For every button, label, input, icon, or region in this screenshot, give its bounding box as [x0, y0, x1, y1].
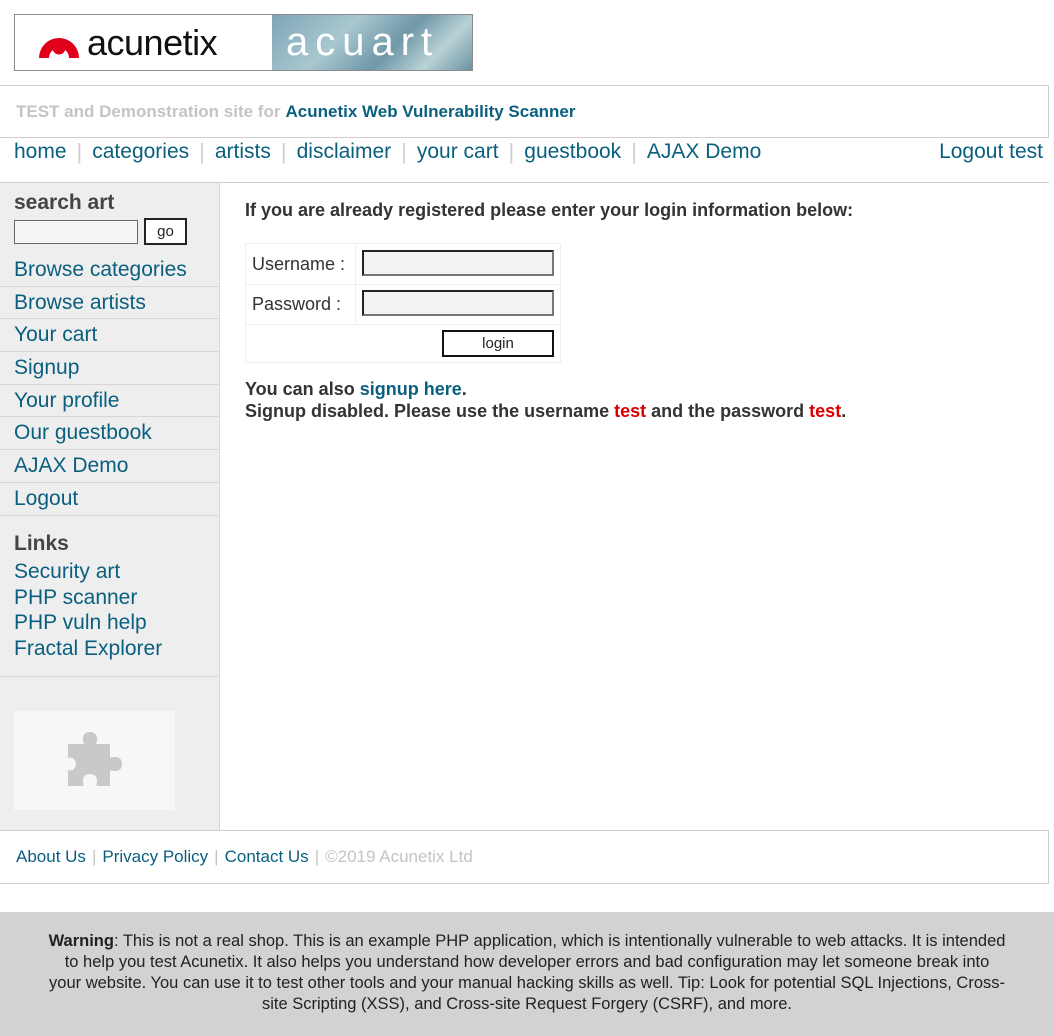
sidebar-item-browse-categories[interactable]: Browse categories [0, 254, 219, 287]
nav-disclaimer[interactable]: disclaimer [296, 140, 392, 163]
login-button[interactable]: login [442, 330, 554, 357]
left-sidebar [0, 183, 220, 830]
table-divider [246, 324, 560, 325]
nav-home[interactable]: home [14, 140, 67, 163]
username-hint: test [614, 401, 647, 421]
signup-link[interactable]: signup here [359, 379, 462, 399]
nav-artists[interactable]: artists [214, 140, 271, 163]
signup-period: . [461, 379, 467, 399]
sidebar-item-ajax-demo[interactable]: AJAX Demo [0, 450, 219, 483]
table-divider [246, 284, 560, 285]
signup-prefix: You can also [245, 379, 360, 399]
signup-line [245, 379, 467, 400]
nav-separator: | [401, 139, 407, 164]
tagline-text: TEST and Demonstration site for [16, 101, 281, 121]
acuart-logo [272, 15, 472, 70]
footer-bar [0, 830, 1049, 884]
links-heading: Links [14, 532, 69, 555]
footer-separator: | [91, 847, 97, 866]
nav-categories[interactable]: categories [92, 140, 190, 163]
nav-separator: | [631, 139, 637, 164]
tagline-bar [0, 85, 1049, 138]
acunetix-logo [15, 15, 272, 70]
warning-banner [0, 912, 1054, 1036]
search-art-heading: search art [14, 191, 115, 214]
search-input[interactable] [14, 220, 138, 244]
scanner-link[interactable]: Acunetix Web Vulnerability Scanner [285, 101, 576, 121]
warning-label: Warning [48, 932, 114, 950]
sidebar-divider [0, 676, 219, 677]
nav-your-cart[interactable]: your cart [416, 140, 499, 163]
nav-separator: | [199, 139, 205, 164]
link-php-scanner[interactable]: PHP scanner [14, 585, 138, 609]
login-form [245, 243, 561, 363]
sidebar-item-logout[interactable]: Logout [0, 483, 219, 516]
footer-about-link[interactable]: About Us [16, 847, 86, 866]
footer-separator: | [314, 847, 320, 866]
footer-contact-link[interactable]: Contact Us [224, 847, 309, 866]
logout-link[interactable]: Logout test [939, 140, 1043, 163]
acunetix-wordmark: acunetix [87, 21, 218, 63]
nav-ajax-demo[interactable]: AJAX Demo [646, 140, 762, 163]
sidebar-item-our-guestbook[interactable]: Our guestbook [0, 417, 219, 450]
password-hint: test [809, 401, 842, 421]
links-list [14, 559, 162, 661]
nav-separator: | [280, 139, 287, 164]
disabled-mid: and the password [646, 401, 810, 421]
acuart-wordmark: acuart [286, 20, 440, 64]
plugin-placeholder [14, 711, 175, 810]
copyright-text: ©2019 Acunetix Ltd [325, 847, 473, 866]
site-logo[interactable] [14, 14, 473, 71]
signup-disabled-note [245, 401, 846, 422]
sidebar-item-signup[interactable]: Signup [0, 352, 219, 385]
disabled-end: . [841, 401, 847, 421]
nav-guestbook[interactable]: guestbook [524, 140, 622, 163]
top-navigation [0, 137, 1049, 183]
login-instructions: If you are already registered please enter your login information below: [245, 200, 854, 220]
nav-separator: | [508, 139, 515, 164]
disabled-prefix: Signup disabled. Please use the username [245, 401, 615, 421]
sidebar-item-browse-artists[interactable]: Browse artists [0, 287, 219, 320]
footer-privacy-link[interactable]: Privacy Policy [102, 847, 209, 866]
username-label: Username : [252, 254, 346, 274]
nav-separator: | [76, 139, 83, 164]
link-php-vuln-help[interactable]: PHP vuln help [14, 611, 147, 634]
link-security-art[interactable]: Security art [14, 560, 121, 583]
footer-separator: | [214, 847, 219, 866]
password-input[interactable] [362, 290, 554, 316]
link-fractal-explorer[interactable]: Fractal Explorer [14, 636, 163, 660]
acunetix-mark-icon [35, 26, 83, 60]
sidebar-item-your-profile[interactable]: Your profile [0, 385, 219, 418]
username-input[interactable] [362, 250, 554, 276]
sidebar-menu [0, 254, 219, 516]
sidebar-item-your-cart[interactable]: Your cart [0, 319, 219, 352]
warning-text: : This is not a real shop. This is an example PHP application, which is intentionally vulnerable to web attacks. It is intended to help you test Acunetix. It also helps you understand how developer errors and bad configuration may let someone break into your website. You can use it to test other tools and your manual hacking skills as well. Tip: Look for potential SQL Injections, Cross-site Scripting (XSS), and Cross-site Request Forgery (CSRF), and more. [49, 932, 1006, 1013]
search-go-button[interactable]: go [144, 218, 187, 245]
puzzle-piece-icon [62, 728, 128, 794]
password-label: Password : [252, 294, 342, 314]
